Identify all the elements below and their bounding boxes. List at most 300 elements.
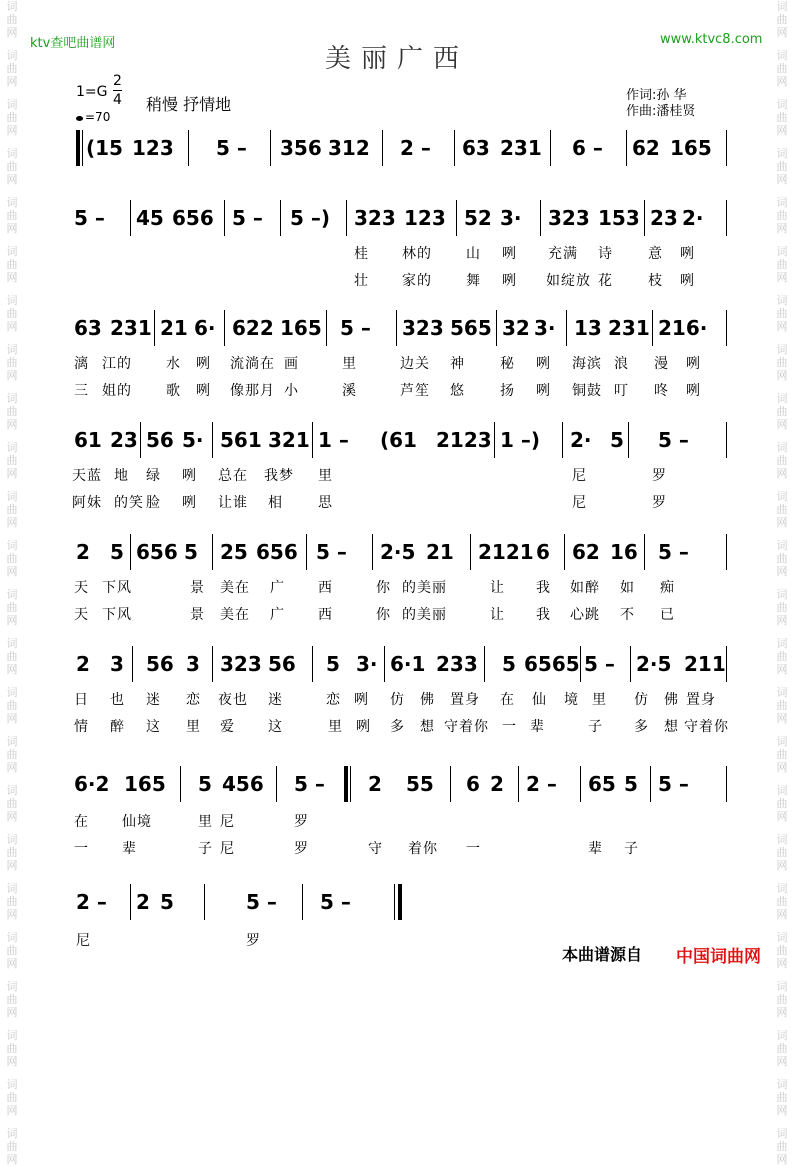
barline (350, 766, 351, 802)
watermark-gap (0, 137, 24, 147)
watermark-char: 网 (776, 1104, 788, 1117)
note-group: 165 (124, 772, 166, 796)
watermark-char: 网 (6, 1055, 18, 1068)
barline (224, 310, 225, 346)
watermark-char: 曲 (6, 1140, 18, 1153)
barline (726, 200, 727, 236)
watermark-char: 词 (6, 539, 18, 552)
watermark-char: 词 (6, 1029, 18, 1042)
watermark-char: 词 (776, 539, 788, 552)
note-group: 5 – (340, 316, 371, 340)
note-group: 231 (608, 316, 650, 340)
note-group: 63 (462, 136, 490, 160)
watermark-char: 网 (6, 320, 18, 333)
note-group: 6·2 (74, 772, 110, 796)
watermark-gap (770, 1068, 794, 1078)
watermark-gap (770, 529, 794, 539)
note-group: 62 (572, 540, 600, 564)
watermark-gap (0, 186, 24, 196)
note-group: 2 – (400, 136, 431, 160)
note-group: 6 (466, 772, 480, 796)
watermark-char: 词 (6, 49, 18, 62)
note-group: 5 – (294, 772, 325, 796)
barline (132, 646, 133, 682)
footer-site-link[interactable]: 中国词曲网 (676, 947, 761, 967)
note-group: 5 – (584, 652, 615, 676)
barline (130, 884, 131, 920)
watermark-char: 网 (776, 663, 788, 676)
watermark-gap (770, 578, 794, 588)
watermark-char: 曲 (6, 356, 18, 369)
note-group: 323 (354, 206, 396, 230)
watermark-char: 网 (6, 761, 18, 774)
note-group: 565 (450, 316, 492, 340)
note-group: 56 (146, 428, 174, 452)
watermark-gap (0, 676, 24, 686)
watermark-gap (770, 382, 794, 392)
note-group: 323 (220, 652, 262, 676)
watermark-char: 网 (6, 516, 18, 529)
barline (652, 310, 653, 346)
watermark-char: 网 (6, 565, 18, 578)
barline (726, 422, 727, 458)
note-group: 5 – (316, 540, 347, 564)
watermark-gap (770, 431, 794, 441)
note-group: 323 (548, 206, 590, 230)
watermark-char: 词 (776, 931, 788, 944)
note-group: 233 (436, 652, 478, 676)
watermark-gap (770, 774, 794, 784)
watermark-gap (770, 970, 794, 980)
note-group: 211 (684, 652, 726, 676)
watermark-char: 词 (6, 833, 18, 846)
note-group: 5 – (74, 206, 105, 230)
note-group: 622 (232, 316, 274, 340)
watermark-char: 词 (776, 294, 788, 307)
watermark-gap (770, 284, 794, 294)
watermark-char: 网 (776, 75, 788, 88)
note-group: 5 (326, 652, 340, 676)
note-group: 21 (160, 316, 188, 340)
note-group: 16 (610, 540, 638, 564)
note-group: 5 – (658, 772, 689, 796)
watermark-gap (0, 529, 24, 539)
note-group: 65 (588, 772, 616, 796)
watermark-char: 网 (776, 418, 788, 431)
watermark-char: 网 (6, 614, 18, 627)
watermark-char: 曲 (6, 454, 18, 467)
watermark-char: 曲 (776, 356, 788, 369)
barline (566, 310, 567, 346)
watermark-char: 词 (6, 245, 18, 258)
note-group: 2 – (526, 772, 557, 796)
barline (450, 766, 451, 802)
key-signature: 1=G (76, 84, 108, 100)
watermark-char: 网 (776, 712, 788, 725)
watermark-char: 词 (6, 882, 18, 895)
barline (280, 200, 281, 236)
note-group: (15 (86, 136, 123, 160)
watermark-char: 曲 (6, 13, 18, 26)
watermark-char: 词 (6, 490, 18, 503)
watermark-gap (0, 1117, 24, 1127)
barline (396, 310, 397, 346)
note-group: 456 (222, 772, 264, 796)
watermark-char: 词 (776, 196, 788, 209)
watermark-char: 网 (6, 663, 18, 676)
barline (382, 130, 383, 166)
note-group: 56 (268, 652, 296, 676)
watermark-char: 网 (6, 1006, 18, 1019)
barline (628, 422, 629, 458)
barline (726, 646, 727, 682)
watermark-char: 曲 (776, 944, 788, 957)
barline (212, 422, 213, 458)
note-group: 5 (160, 890, 174, 914)
watermark-char: 曲 (6, 160, 18, 173)
watermark-char: 曲 (776, 895, 788, 908)
watermark-char: 网 (776, 369, 788, 382)
watermark-char: 词 (6, 0, 18, 13)
watermark-char: 曲 (6, 797, 18, 810)
watermark-char: 曲 (776, 601, 788, 614)
barline (562, 422, 563, 458)
site-right[interactable]: www.ktvc8.com (660, 32, 763, 47)
watermark-char: 曲 (776, 258, 788, 271)
watermark-char: 网 (6, 271, 18, 284)
watermark-char: 词 (776, 637, 788, 650)
note-group: 2 (368, 772, 382, 796)
barline (644, 534, 645, 570)
watermark-gap (770, 1117, 794, 1127)
barline (564, 534, 565, 570)
note-group: 6565 (524, 652, 580, 676)
watermark-gap (0, 627, 24, 637)
watermark-left (0, 0, 24, 1176)
watermark-char: 网 (776, 271, 788, 284)
note-group: 6· (194, 316, 216, 340)
watermark-right (770, 0, 794, 1176)
watermark-gap (0, 872, 24, 882)
barline (580, 646, 581, 682)
note-group: 656 (172, 206, 214, 230)
watermark-char: 网 (6, 908, 18, 921)
watermark-char: 曲 (6, 307, 18, 320)
watermark-char: 曲 (776, 111, 788, 124)
watermark-char: 网 (6, 369, 18, 382)
barline (630, 646, 631, 682)
barline (550, 130, 551, 166)
barline (372, 534, 373, 570)
note-group: 5 (198, 772, 212, 796)
barline (580, 766, 581, 802)
watermark-gap (0, 823, 24, 833)
watermark-char: 曲 (6, 62, 18, 75)
note-group: 3 (186, 652, 200, 676)
watermark-char: 曲 (776, 209, 788, 222)
watermark-char: 网 (6, 467, 18, 480)
watermark-char: 曲 (6, 405, 18, 418)
note-group: 3· (500, 206, 522, 230)
watermark-char: 曲 (6, 699, 18, 712)
watermark-gap (770, 137, 794, 147)
watermark-char: 词 (6, 98, 18, 111)
note-group: 6·1 (390, 652, 426, 676)
watermark-char: 词 (6, 931, 18, 944)
watermark-char: 曲 (776, 405, 788, 418)
watermark-char: 词 (776, 343, 788, 356)
watermark-char: 曲 (6, 552, 18, 565)
note-group: 2 (136, 890, 150, 914)
barline (154, 310, 155, 346)
watermark-char: 曲 (6, 650, 18, 663)
note-group: (61 (380, 428, 417, 452)
watermark-gap (0, 333, 24, 343)
barline (312, 422, 313, 458)
watermark-gap (0, 578, 24, 588)
watermark-gap (0, 431, 24, 441)
note-group: 165 (670, 136, 712, 160)
watermark-gap (770, 1019, 794, 1029)
barline (456, 200, 457, 236)
note-group: 6 – (572, 136, 603, 160)
watermark-char: 网 (6, 1104, 18, 1117)
watermark-char: 曲 (776, 454, 788, 467)
watermark-char: 词 (6, 784, 18, 797)
note-group: 56 (146, 652, 174, 676)
watermark-char: 词 (776, 980, 788, 993)
watermark-gap (0, 88, 24, 98)
watermark-char: 曲 (6, 944, 18, 957)
barline (540, 200, 541, 236)
watermark-char: 曲 (6, 748, 18, 761)
watermark-char: 词 (6, 343, 18, 356)
repeat-end-barline (344, 766, 348, 802)
barline (224, 200, 225, 236)
barline (626, 130, 627, 166)
note-group: 231 (500, 136, 542, 160)
watermark-char: 词 (776, 1127, 788, 1140)
note-group: 23 (650, 206, 678, 230)
note-group: 123 (132, 136, 174, 160)
note-group: 321 (268, 428, 310, 452)
watermark-gap (770, 725, 794, 735)
watermark-char: 曲 (776, 552, 788, 565)
watermark-char: 网 (776, 1055, 788, 1068)
barline (650, 766, 651, 802)
note-group: 62 (632, 136, 660, 160)
note-group: 2123 (436, 428, 492, 452)
watermark-char: 词 (776, 0, 788, 13)
note-group: 5 – (658, 540, 689, 564)
tempo-word: 稍慢 抒情地 (146, 95, 232, 114)
watermark-char: 曲 (776, 650, 788, 663)
watermark-char: 词 (776, 588, 788, 601)
watermark-char: 曲 (6, 111, 18, 124)
watermark-char: 词 (6, 294, 18, 307)
watermark-gap (0, 1019, 24, 1029)
watermark-gap (770, 186, 794, 196)
watermark-char: 曲 (776, 307, 788, 320)
watermark-char: 曲 (776, 748, 788, 761)
barline (312, 646, 313, 682)
watermark-char: 曲 (776, 846, 788, 859)
barline (130, 200, 131, 236)
watermark-char: 曲 (6, 895, 18, 908)
note-group: 23 (110, 428, 138, 452)
watermark-char: 词 (6, 196, 18, 209)
note-group: 25 (220, 540, 248, 564)
watermark-char: 词 (6, 1127, 18, 1140)
note-group: 323 (402, 316, 444, 340)
watermark-char: 曲 (6, 258, 18, 271)
watermark-char: 曲 (776, 797, 788, 810)
watermark-char: 曲 (776, 1091, 788, 1104)
watermark-char: 曲 (6, 846, 18, 859)
watermark-char: 词 (776, 98, 788, 111)
watermark-char: 词 (776, 490, 788, 503)
watermark-char: 词 (6, 588, 18, 601)
watermark-char: 词 (776, 882, 788, 895)
barline (276, 766, 277, 802)
watermark-gap (770, 872, 794, 882)
watermark-char: 网 (6, 75, 18, 88)
note-group: 5 (110, 540, 124, 564)
tempo-mark: =70 (76, 110, 110, 124)
watermark-char: 词 (776, 735, 788, 748)
watermark-char: 网 (6, 418, 18, 431)
watermark-char: 网 (6, 859, 18, 872)
note-group: 356 (280, 136, 322, 160)
watermark-gap (770, 480, 794, 490)
note-group: 5 (184, 540, 198, 564)
watermark-char: 网 (776, 761, 788, 774)
watermark-char: 网 (6, 810, 18, 823)
site-left[interactable]: ktv查吧曲谱网 (30, 36, 116, 51)
barline (644, 200, 645, 236)
watermark-char: 词 (6, 441, 18, 454)
watermark-char: 网 (776, 1153, 788, 1166)
watermark-char: 词 (776, 784, 788, 797)
quarter-note-icon (76, 116, 83, 121)
watermark-char: 网 (6, 1153, 18, 1166)
note-group: 32 (502, 316, 530, 340)
watermark-gap (0, 921, 24, 931)
watermark-gap (0, 725, 24, 735)
note-group: 52 (464, 206, 492, 230)
note-group: 2 (76, 652, 90, 676)
watermark-char: 词 (6, 1078, 18, 1091)
barline (82, 130, 83, 166)
watermark-char: 词 (6, 147, 18, 160)
note-group: 5 – (216, 136, 247, 160)
watermark-char: 网 (6, 26, 18, 39)
barline (470, 534, 471, 570)
watermark-char: 词 (776, 147, 788, 160)
watermark-char: 网 (6, 173, 18, 186)
watermark-gap (0, 1166, 24, 1176)
note-group: 21 (426, 540, 454, 564)
watermark-char: 曲 (6, 1091, 18, 1104)
note-group: 5 – (232, 206, 263, 230)
watermark-char: 网 (776, 124, 788, 137)
barline (302, 884, 303, 920)
barline (140, 422, 141, 458)
barline (212, 534, 213, 570)
barline (130, 534, 131, 570)
watermark-char: 网 (6, 712, 18, 725)
watermark-char: 词 (6, 392, 18, 405)
watermark-char: 词 (776, 833, 788, 846)
note-group: 1 – (318, 428, 349, 452)
final-barline (398, 884, 402, 920)
note-group: 5 (502, 652, 516, 676)
barline (204, 884, 205, 920)
note-group: 123 (404, 206, 446, 230)
note-group: 5 – (246, 890, 277, 914)
note-group: 5 (624, 772, 638, 796)
barline (496, 310, 497, 346)
barline (726, 766, 727, 802)
watermark-char: 网 (776, 516, 788, 529)
note-group: 153 (598, 206, 640, 230)
watermark-char: 曲 (776, 993, 788, 1006)
note-group: 3 (110, 652, 124, 676)
note-group: 5· (182, 428, 204, 452)
watermark-char: 词 (6, 637, 18, 650)
note-group: 61 (74, 428, 102, 452)
watermark-gap (770, 1166, 794, 1176)
watermark-char: 网 (6, 957, 18, 970)
watermark-char: 网 (776, 222, 788, 235)
note-group: 45 (136, 206, 164, 230)
barline (518, 766, 519, 802)
watermark-char: 词 (776, 392, 788, 405)
footer-source: 本曲谱源自 (562, 945, 643, 964)
barline (306, 534, 307, 570)
watermark-char: 曲 (6, 993, 18, 1006)
watermark-char: 曲 (776, 160, 788, 173)
watermark-char: 曲 (776, 1140, 788, 1153)
watermark-char: 网 (776, 26, 788, 39)
note-group: 5 – (658, 428, 689, 452)
watermark-char: 网 (776, 810, 788, 823)
watermark-gap (0, 382, 24, 392)
watermark-gap (770, 235, 794, 245)
watermark-char: 词 (776, 441, 788, 454)
note-group: 5 –) (290, 206, 331, 230)
watermark-char: 网 (776, 908, 788, 921)
note-group: 63 (74, 316, 102, 340)
composer: 作曲:潘桂贤 (626, 104, 696, 119)
note-group: 2· (570, 428, 592, 452)
barline (188, 130, 189, 166)
watermark-gap (770, 676, 794, 686)
watermark-char: 曲 (776, 699, 788, 712)
barline (180, 766, 181, 802)
note-group: 3· (356, 652, 378, 676)
note-group: 216· (658, 316, 708, 340)
note-group: 5 – (320, 890, 351, 914)
note-group: 656 (256, 540, 298, 564)
watermark-gap (770, 627, 794, 637)
note-group: 165 (280, 316, 322, 340)
barline (726, 130, 727, 166)
watermark-char: 网 (776, 1006, 788, 1019)
watermark-char: 曲 (776, 503, 788, 516)
note-group: 2121 (478, 540, 534, 564)
note-group: 312 (328, 136, 370, 160)
